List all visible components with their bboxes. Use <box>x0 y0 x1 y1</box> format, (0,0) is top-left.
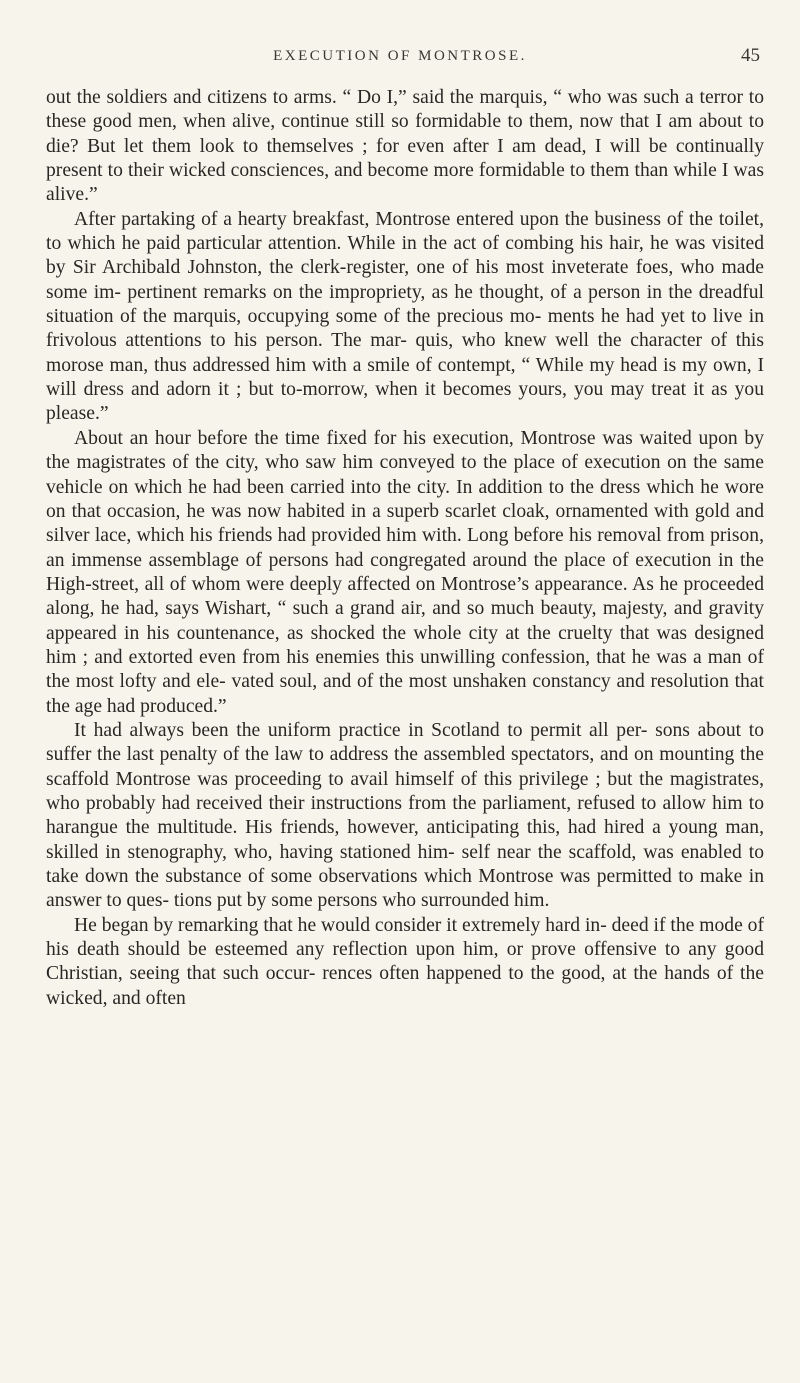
body-text <box>46 86 764 1011</box>
paragraph: It had always been the uniform practice in Scotland to permit all per- sons about to suffer the last penalty of the law to address the assembled spectators, and on mounting the scaffold Montrose was proceeding to avail himself of this privilege ; but the magistrates, who probably had received their instructions from the parliament, refused to allow him to harangue the multitude. His friends, however, anticipating this, had hired a young man, skilled in stenography, who, having stationed him- self near the scaffold, was enabled to take down the substance of some observations which Montrose was permitted to make in answer to ques- tions put by some persons who surrounded him. <box>46 719 764 912</box>
paragraph: out the soldiers and citizens to arms. “ Do I,” said the marquis, “ who was such a terror to these good men, when alive, continue still so formidable to them, now that I am about to die? But let them look to themselves ; for even after I am dead, I will be continually present to their wicked consciences, and become more formidable to them than while I was alive.” <box>46 87 764 206</box>
paragraph: About an hour before the time fixed for his execution, Montrose was waited upon by the magistrates of the city, who saw him conveyed to the place of execution on the same vehicle on which he had been carried into the city. In addition to the dress which he wore on that occasion, he was now habited in a superb scarlet cloak, ornamented with gold and silver lace, which his friends had provided him with. Long before his removal from prison, an immense assemblage of persons had congregated around the place of execution in the High-street, all of whom were deeply affected on Montrose’s appearance. As he proceeded along, he had, says Wishart, “ such a grand air, and so much beauty, majesty, and gravity appeared in his countenance, as shocked the whole city at the cruelty that was designed him ; and extorted even from his enemies this unwilling confession, that he was a man of the most lofty and ele- vated soul, and of the most unshaken constancy and resolution that the age had produced.” <box>46 427 764 717</box>
running-title: EXECUTION OF MONTROSE. <box>273 48 527 64</box>
paragraph: He began by remarking that he would consider it extremely hard in- deed if the mode of his death should be esteemed any reflection upon him, or prove offensive to any good Christian, seeing that such occur- rences often happened to the good, at the hands of the wicked, and often <box>46 914 764 1009</box>
page-header <box>0 45 800 82</box>
paragraph: After partaking of a hearty breakfast, Montrose entered upon the business of the toilet, to which he paid particular attention. While in the act of combing his hair, he was visited by Sir Archibald Johnston, the clerk-register, one of his most inveterate foes, who made some im- pertinent remarks on the impropriety, as he thought, of a person in the dreadful situation of the marquis, occupying some of the precious mo- ments he had yet to live in frivolous attentions to his person. The mar- quis, who knew well the character of this morose man, thus addressed him with a smile of contempt, “ While my head is my own, I will dress and adorn it ; but to-morrow, when it becomes yours, you may treat it as you please.” <box>46 208 764 425</box>
page-number: 45 <box>741 45 760 66</box>
